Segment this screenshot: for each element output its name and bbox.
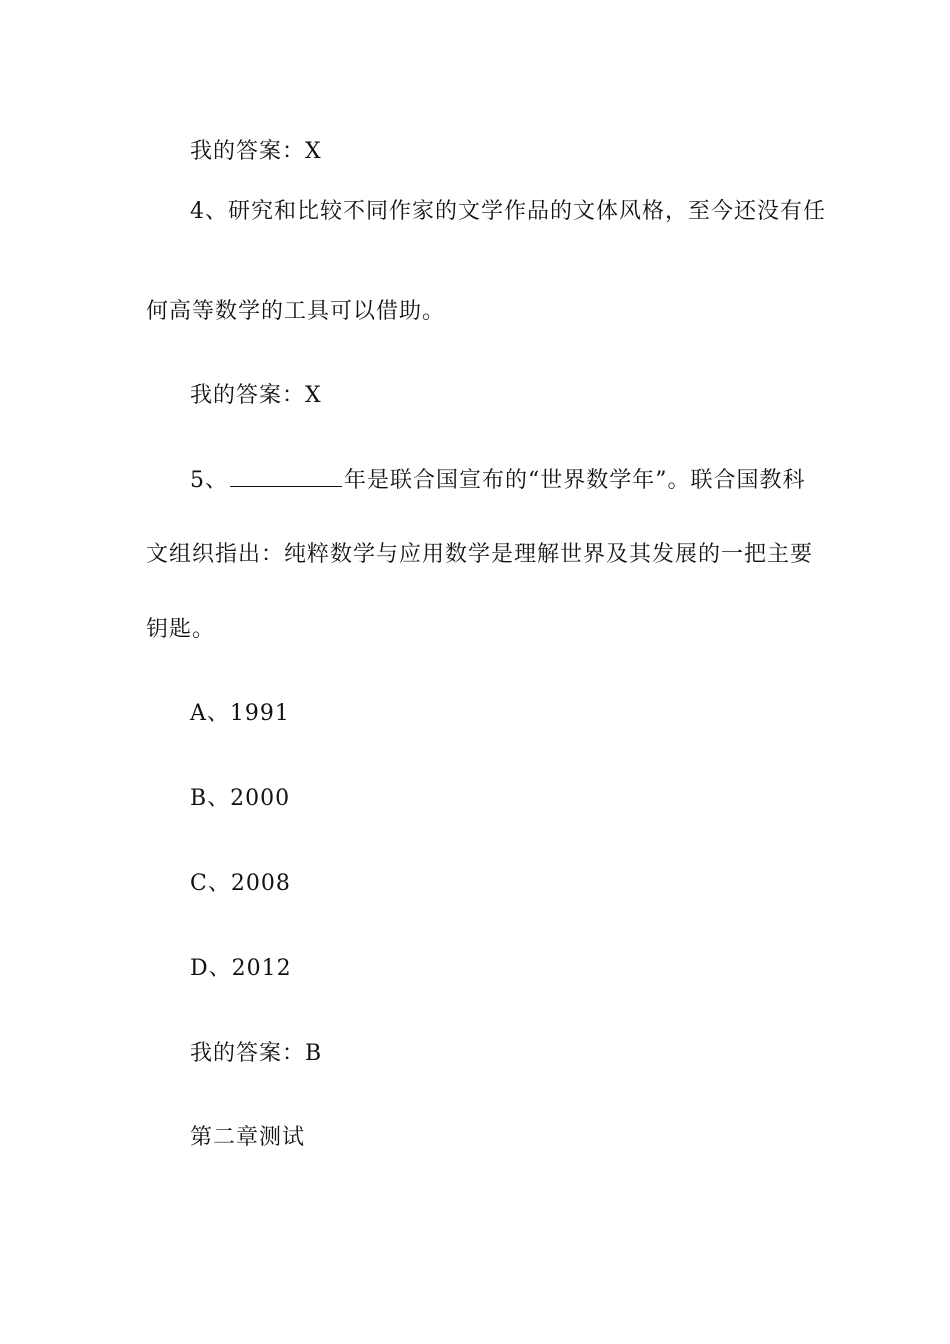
answer-q5: 我的答案：B <box>190 1041 323 1066</box>
fill-in-blank <box>230 466 342 487</box>
question-5-number: 5、 <box>190 468 228 493</box>
answer-q4: 我的答案：X <box>190 383 322 408</box>
question-5-line-1-text: 年是联合国宣布的“世界数学年”。联合国教科 <box>344 468 806 493</box>
option-a: A、1991 <box>190 701 290 726</box>
option-b: B、2000 <box>190 786 291 811</box>
question-5-line-2: 文组织指出：纯粹数学与应用数学是理解世界及其发展的一把主要 <box>146 542 814 567</box>
question-4-line-2: 何高等数学的工具可以借助。 <box>146 299 446 324</box>
option-d: D、2012 <box>190 956 292 981</box>
answer-q3: 我的答案：X <box>190 139 322 164</box>
section-title: 第二章测试 <box>190 1125 306 1150</box>
question-4-line-1: 4、研究和比较不同作家的文学作品的文体风格，至今还没有任 <box>190 199 826 224</box>
question-5-line-3: 钥匙。 <box>146 617 216 642</box>
option-c: C、2008 <box>190 871 291 896</box>
question-5-line-1 <box>190 466 806 495</box>
